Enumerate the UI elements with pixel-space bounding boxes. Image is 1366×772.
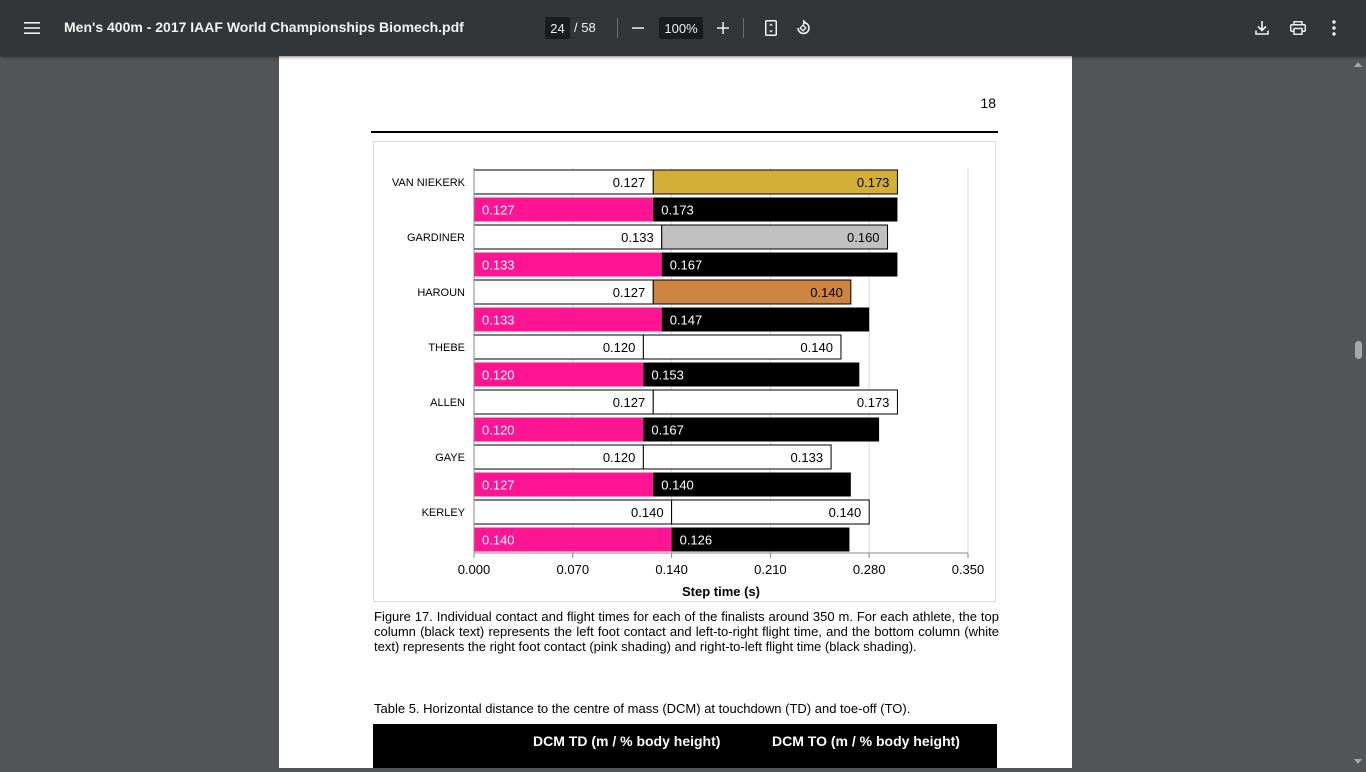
data-label: 0.120: [602, 450, 636, 465]
more-vertical-icon[interactable]: [1322, 16, 1346, 40]
figure-17-chart: [373, 141, 996, 602]
table-title: Table 5. Horizontal distance to the centre of mass (DCM) at touchdown (TD) and toe-off (TO).: [374, 701, 911, 716]
data-label: 0.140: [631, 505, 664, 520]
fit-page-icon[interactable]: [759, 16, 783, 40]
data-label: 0.140: [810, 285, 843, 300]
data-label: 0.133: [621, 230, 654, 245]
scroll-up-arrow-icon[interactable]: [1352, 58, 1364, 70]
category-label: GAYE: [435, 452, 465, 464]
data-label: 0.153: [651, 367, 684, 383]
data-label: 0.140: [828, 505, 862, 520]
data-label: 0.167: [651, 422, 684, 438]
x-tick-label: 0.070: [556, 562, 590, 577]
data-label: 0.140: [800, 340, 833, 355]
category-label: ALLEN: [430, 397, 465, 409]
table-header: [373, 724, 997, 768]
category-label: THEBE: [428, 342, 465, 354]
toolbar-divider: [743, 18, 744, 38]
pdf-page: [279, 56, 1072, 768]
data-label: 0.133: [482, 312, 515, 328]
category-label: HAROUN: [417, 287, 465, 299]
page-number-input[interactable]: 24: [545, 17, 570, 39]
data-label: 0.140: [661, 477, 694, 493]
pdf-toolbar: [0, 0, 1366, 56]
rotate-icon[interactable]: [791, 16, 815, 40]
print-icon[interactable]: [1286, 16, 1310, 40]
data-label: 0.127: [612, 175, 646, 190]
data-label: 0.173: [856, 395, 890, 410]
data-label: 0.127: [612, 285, 646, 300]
data-label: 0.160: [847, 230, 880, 245]
data-label: 0.120: [602, 340, 636, 355]
data-label: 0.120: [482, 422, 515, 438]
zoom-in-icon[interactable]: [711, 16, 735, 40]
data-label: 0.120: [482, 367, 515, 383]
table-header-dcm-to: DCM TO (m / % body height): [772, 733, 960, 749]
data-label: 0.140: [482, 532, 515, 548]
data-label: 0.147: [669, 312, 703, 328]
x-tick-label: 0.350: [951, 562, 985, 577]
x-tick-label: 0.210: [754, 562, 787, 577]
document-title: Men's 400m - 2017 IAAF World Championships Biomech.pdf: [64, 19, 464, 35]
scroll-down-arrow-icon[interactable]: [1352, 754, 1364, 766]
data-label: 0.167: [669, 257, 703, 273]
page-number: 18: [980, 95, 996, 111]
data-label: 0.127: [482, 202, 515, 218]
figure-caption: Figure 17. Individual contact and flight times for each of the finalists around 350 m. For each athlete, the top column (black text) represents the left foot contact and left-to-right flight time, and the bottom column (white text) represents the right foot contact (pink shading) and right-to-left flight time (black shading).: [374, 609, 999, 654]
data-label: 0.126: [679, 532, 713, 548]
data-label: 0.127: [612, 395, 646, 410]
step-time-chart: [374, 142, 997, 603]
table-header-dcm-td: DCM TD (m / % body height): [533, 733, 721, 749]
page-total: / 58: [574, 20, 596, 35]
x-axis-title: Step time (s): [681, 584, 761, 599]
toolbar-divider: [617, 18, 618, 38]
x-tick-label: 0.140: [655, 562, 688, 577]
header-rule: [371, 131, 998, 133]
category-label: GARDINER: [406, 232, 465, 244]
data-label: 0.133: [482, 257, 515, 273]
data-label: 0.173: [856, 175, 890, 190]
zoom-out-icon[interactable]: [626, 16, 650, 40]
category-label: KERLEY: [421, 507, 465, 519]
x-tick-label: 0.280: [852, 562, 886, 577]
data-label: 0.173: [661, 202, 694, 218]
scrollbar-thumb[interactable]: [1355, 341, 1362, 359]
x-tick-label: 0.000: [457, 562, 491, 577]
data-label: 0.133: [790, 450, 824, 465]
menu-icon[interactable]: [16, 14, 48, 42]
category-label: VAN NIEKERK: [391, 177, 465, 189]
download-icon[interactable]: [1250, 16, 1274, 40]
data-label: 0.127: [482, 477, 515, 493]
zoom-input[interactable]: 100%: [659, 17, 703, 39]
